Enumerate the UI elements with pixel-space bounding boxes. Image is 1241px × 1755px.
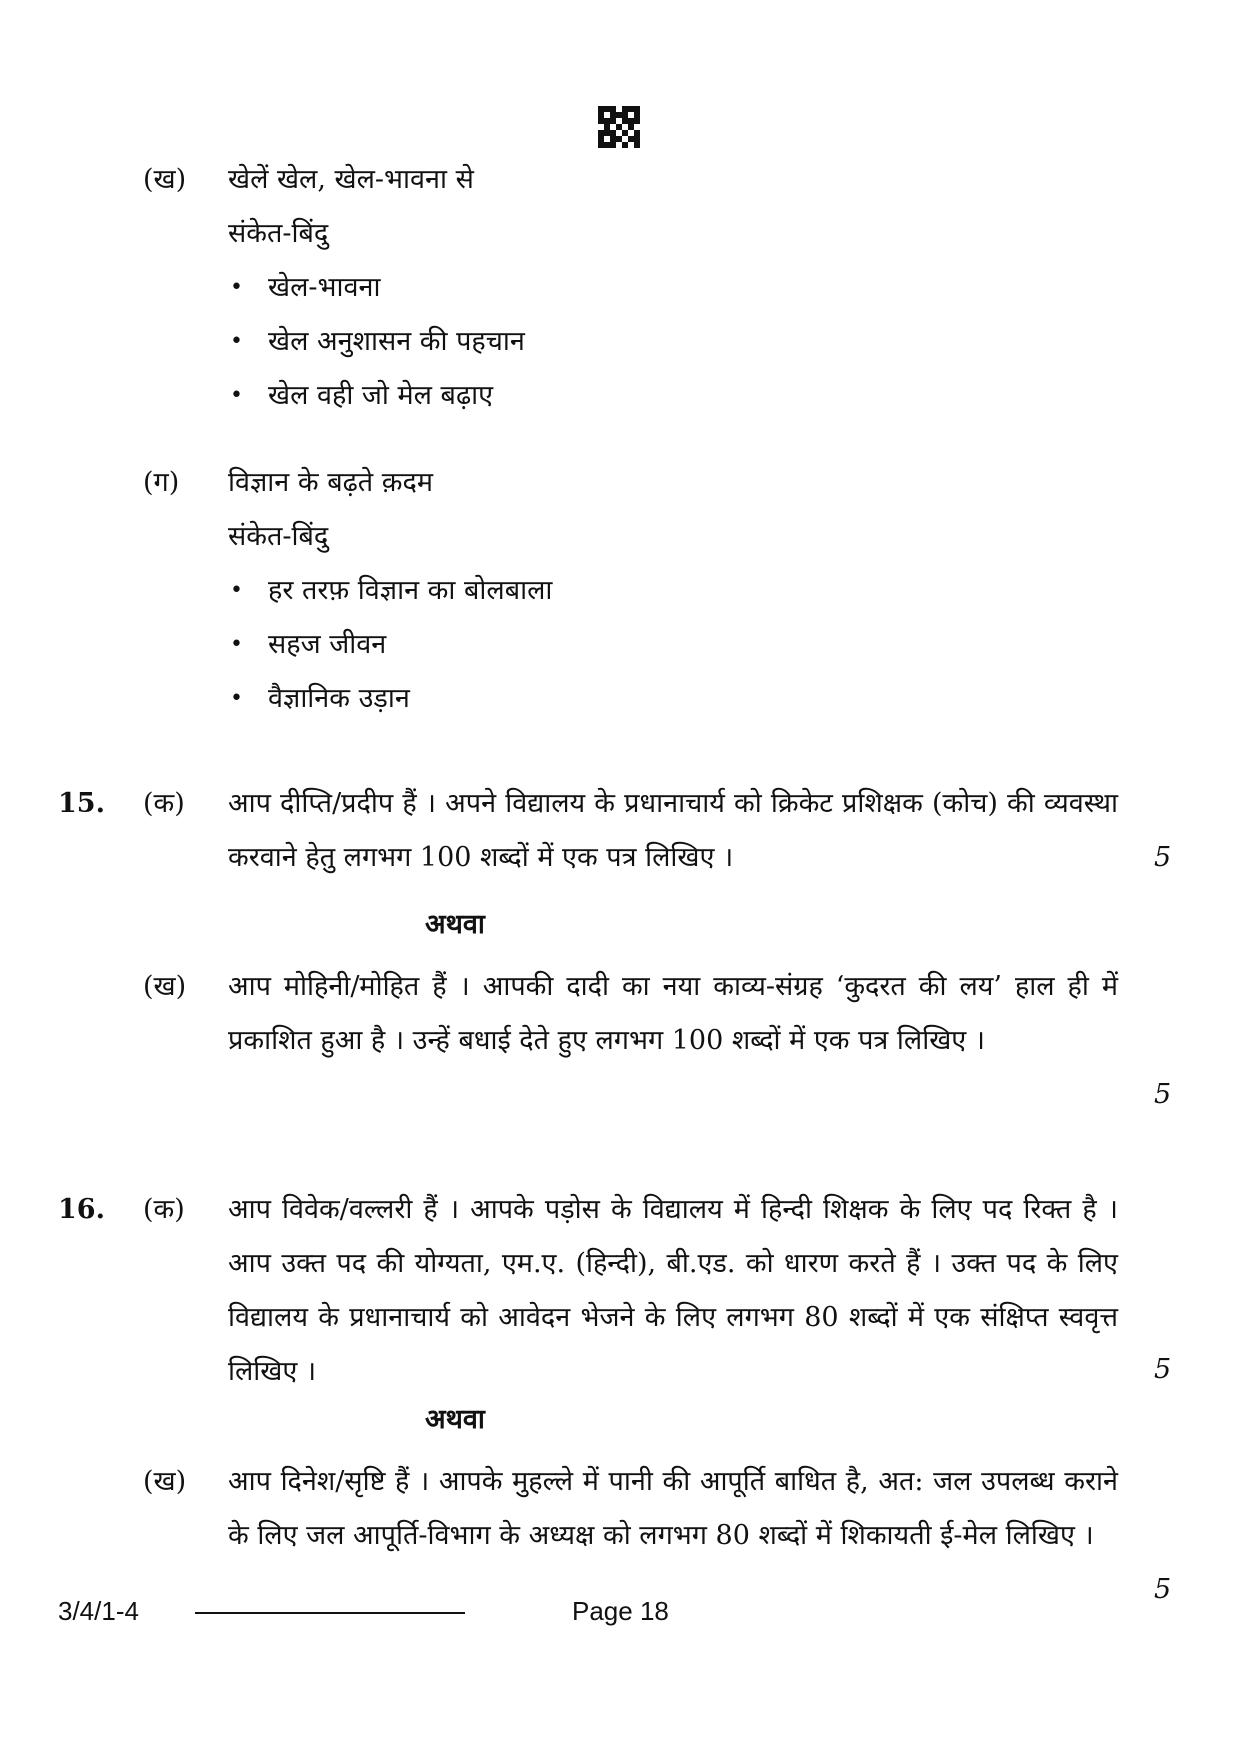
marks: 5 <box>1154 1574 1172 1605</box>
qr-code-icon <box>598 106 640 148</box>
option-label: (क) <box>143 1194 185 1225</box>
option-label: (ग) <box>143 467 180 498</box>
essay-topic-title: खेलें खेल, खेल-भावना से <box>228 164 474 195</box>
option-label: (ख) <box>143 1466 187 1497</box>
question-number: 16. <box>58 1194 105 1225</box>
essay-topic-title: विज्ञान के बढ़ते क़दम <box>228 467 434 498</box>
page-number: Page 18 <box>572 1596 669 1626</box>
option-label: (क) <box>143 788 185 819</box>
marks: 5 <box>1154 842 1172 873</box>
hint-points-label: संकेत-बिंदु <box>228 521 329 552</box>
hint-point: खेल अनुशासन की पहचान <box>268 326 525 357</box>
bullet-icon: • <box>230 578 243 603</box>
hint-point: वैज्ञानिक उड़ान <box>268 683 410 714</box>
question-text: आप दीप्ति/प्रदीप हैं । अपने विद्यालय के प्रधानाचार्य को क्रिकेट प्रशिक्षक (कोच) की व्यवस्था करवाने हेतु लगभग 100 शब्दों में एक पत्र लिखिए । <box>228 788 1118 873</box>
marks: 5 <box>1154 1079 1172 1110</box>
hint-points-label: संकेत-बिंदु <box>228 218 329 249</box>
hint-point: खेल-भावना <box>268 272 381 303</box>
or-divider: अथवा <box>425 909 485 940</box>
option-label: (ख) <box>143 971 187 1002</box>
question-text: आप मोहिनी/मोहित हैं । आपकी दादी का नया काव्य-संग्रह ‘कुदरत की लय’ हाल ही में प्रकाशित हुआ है । उन्हें बधाई देते हुए लगभग 100 शब्दों में एक पत्र लिखिए । <box>228 971 1118 1056</box>
paper-code: 3/4/1-4 <box>58 1596 139 1626</box>
question-text: आप विवेक/वल्लरी हैं । आपके पड़ोस के विद्यालय में हिन्दी शिक्षक के लिए पद रिक्त है । आप उक्त पद की योग्यता, एम.ए. (हिन्दी), बी.एड. को धारण करते हैं । उक्त पद के लिए विद्यालय के प्रधानाचार्य को आवेदन भेजने के लिए लगभग 80 शब्दों में एक संक्षिप्त स्ववृत्त लिखिए । <box>228 1194 1118 1387</box>
bullet-icon: • <box>230 632 243 657</box>
hint-point: हर तरफ़ विज्ञान का बोलबाला <box>268 575 553 606</box>
bullet-icon: • <box>230 686 243 711</box>
hint-point: सहज जीवन <box>268 629 387 660</box>
bullet-icon: • <box>230 275 243 300</box>
bullet-icon: • <box>230 383 243 408</box>
footer-rule <box>195 1612 465 1614</box>
question-number: 15. <box>58 788 105 819</box>
hint-point: खेल वही जो मेल बढ़ाए <box>268 380 494 411</box>
bullet-icon: • <box>230 329 243 354</box>
question-text: आप दिनेश/सृष्टि हैं । आपके मुहल्ले में पानी की आपूर्ति बाधित है, अत: जल उपलब्ध कराने के लिए जल आपूर्ति-विभाग के अध्यक्ष को लगभग 80 शब्दों में शिकायती ई-मेल लिखिए । <box>228 1466 1118 1551</box>
or-divider: अथवा <box>425 1404 485 1435</box>
option-label: (ख) <box>143 164 187 195</box>
marks: 5 <box>1154 1354 1172 1385</box>
